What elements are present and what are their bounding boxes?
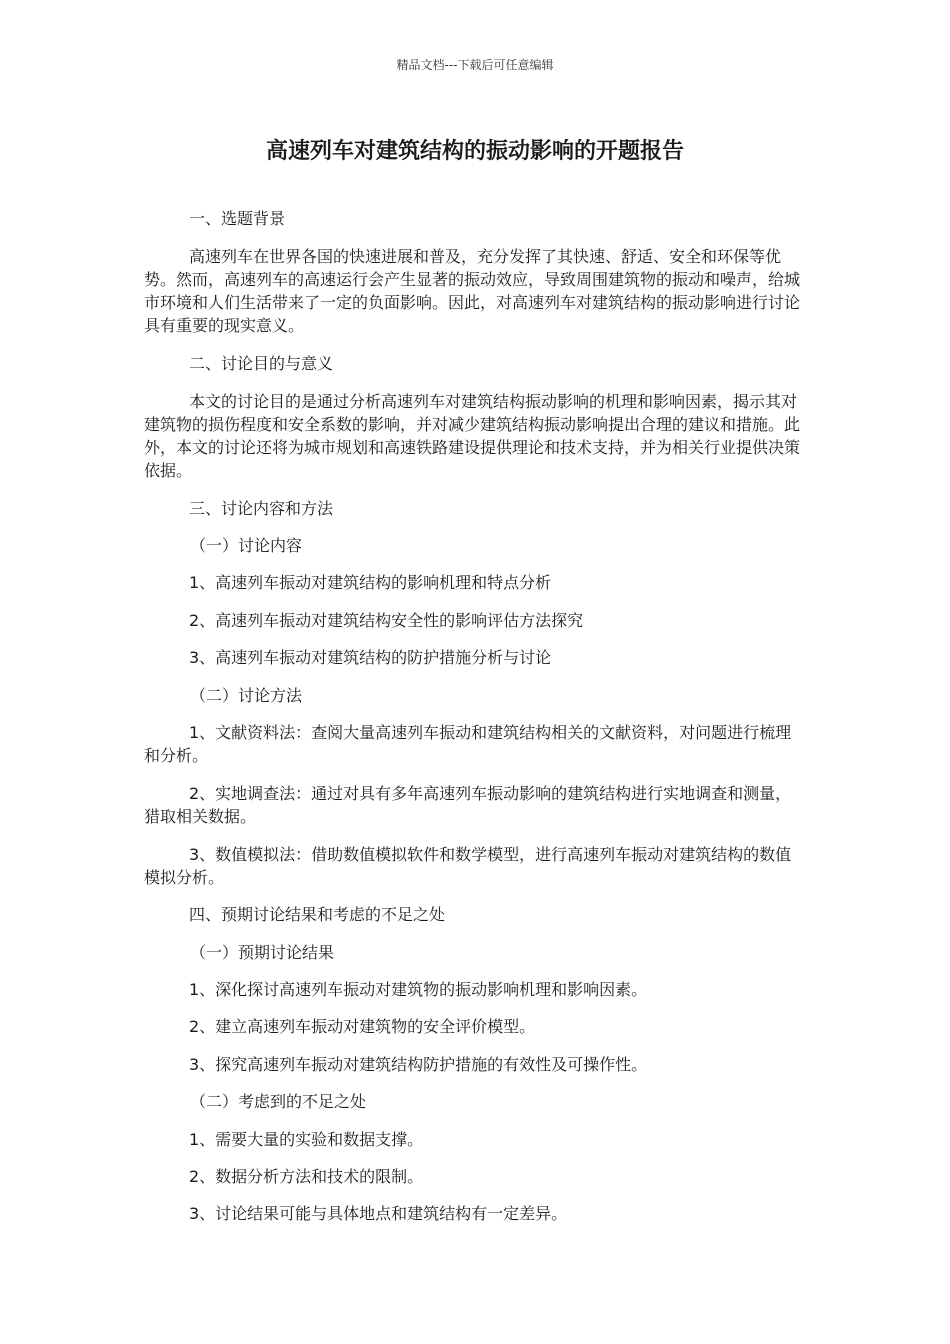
list-item: 3、探究高速列车振动对建筑结构防护措施的有效性及可操作性。 xyxy=(189,1055,648,1074)
list-item: 1、高速列车振动对建筑结构的影响机理和特点分析 xyxy=(189,573,552,592)
list-item: 2、实地调查法：通过对具有多年高速列车振动影响的建筑结构进行实地调查和测量，猎取相关数据。 xyxy=(144,784,792,826)
section-heading-purpose: 二、讨论目的与意义 xyxy=(189,354,334,373)
list-item: 1、文献资料法：查阅大量高速列车振动和建筑结构相关的文献资料，对问题进行梳理和分析。 xyxy=(144,723,792,765)
section-heading-background: 一、选题背景 xyxy=(189,209,286,228)
list-item: 1、深化探讨高速列车振动对建筑物的振动影响机理和影响因素。 xyxy=(189,980,648,999)
list-item: 2、建立高速列车振动对建筑物的安全评价模型。 xyxy=(189,1017,536,1036)
list-item: 2、数据分析方法和技术的限制。 xyxy=(189,1167,424,1186)
list-item: 1、需要大量的实验和数据支撑。 xyxy=(189,1130,424,1149)
section-heading-expected-results: 四、预期讨论结果和考虑的不足之处 xyxy=(189,905,446,924)
subheading-research-content: （一）讨论内容 xyxy=(190,536,303,555)
page-header-watermark: 精品文档---下载后可任意编辑 xyxy=(396,58,554,72)
paragraph-purpose: 本文的讨论目的是通过分析高速列车对建筑结构振动影响的机理和影响因素，揭示其对建筑物的损伤程度和安全系数的影响，并对减少建筑结构振动影响提出合理的建议和措施。此外，本文的讨论还将为城市规划和高速铁路建设提供理论和技术支持，并为相关行业提供决策依据。 xyxy=(144,392,801,480)
list-item: 3、讨论结果可能与具体地点和建筑结构有一定差异。 xyxy=(189,1204,568,1223)
paragraph-background: 高速列车在世界各国的快速进展和普及，充分发挥了其快速、舒适、安全和环保等优势。然而，高速列车的高速运行会产生显著的振动效应，导致周围建筑物的振动和噪声，给城市环境和人们生活带来了一定的负面影响。因此，对高速列车对建筑结构的振动影响进行讨论具有重要的现实意义。 xyxy=(144,247,801,335)
list-item: 3、数值模拟法：借助数值模拟软件和数学模型，进行高速列车振动对建筑结构的数值模拟分析。 xyxy=(144,845,792,887)
list-item: 3、高速列车振动对建筑结构的防护措施分析与讨论 xyxy=(189,648,552,667)
subheading-research-method: （二）讨论方法 xyxy=(190,686,303,705)
list-item: 2、高速列车振动对建筑结构安全性的影响评估方法探究 xyxy=(189,611,584,630)
subheading-expected-results: （一）预期讨论结果 xyxy=(190,943,335,962)
section-heading-content-method: 三、讨论内容和方法 xyxy=(189,499,334,518)
subheading-shortcomings: （二）考虑到的不足之处 xyxy=(190,1092,367,1111)
document-title: 高速列车对建筑结构的振动影响的开题报告 xyxy=(265,139,684,164)
